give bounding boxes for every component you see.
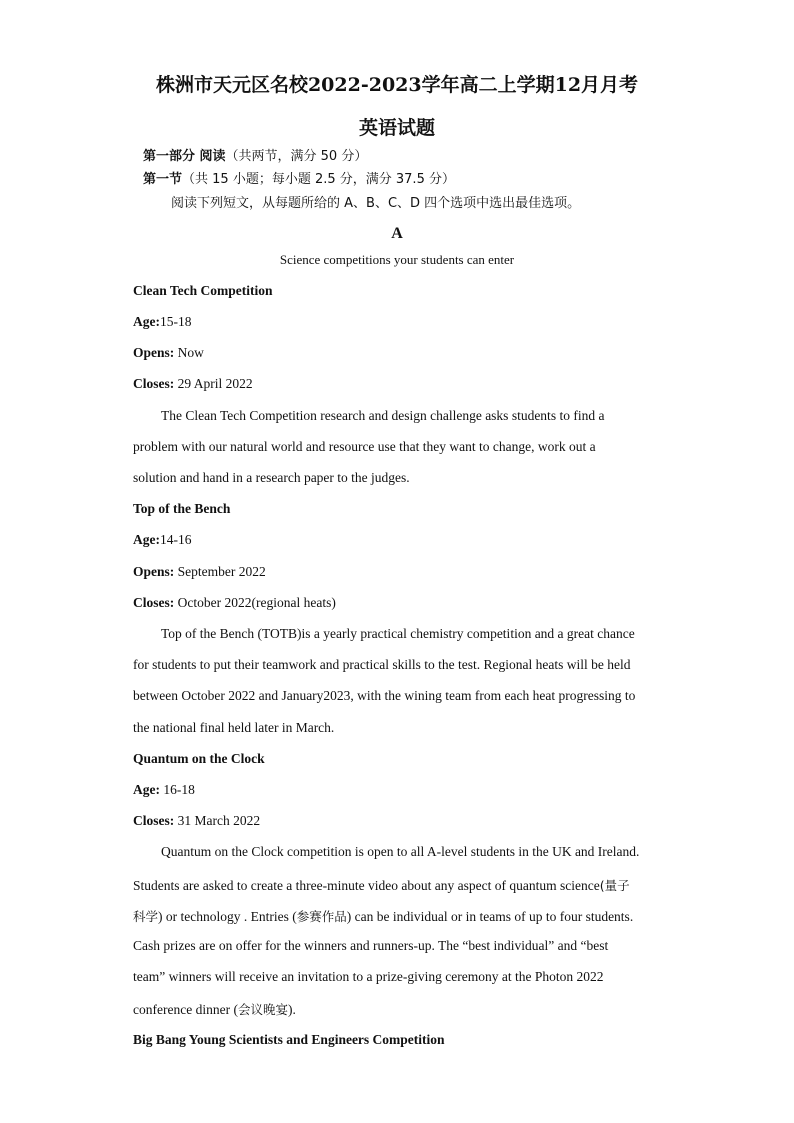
competition-1-opens xyxy=(133,345,204,361)
text-segment: ) or technology . Entries ( xyxy=(158,909,297,924)
part-heading-rest: （共两节，满分 50 分） xyxy=(225,149,368,164)
age-label: Age: xyxy=(133,314,160,329)
competition-2-name: Top of the Bench xyxy=(133,501,231,516)
text-segment-cjk: 参赛作品 xyxy=(296,909,347,924)
paragraph-line: problem with our natural world and resource use that they want to change, work out a xyxy=(133,439,596,454)
competition-3-name: Quantum on the Clock xyxy=(133,751,265,766)
paragraph-line xyxy=(133,907,633,925)
competition-4-name: Big Bang Young Scientists and Engineers Competition xyxy=(133,1032,445,1047)
passage-letter: A xyxy=(391,225,403,242)
competition-2-age xyxy=(133,532,192,548)
paragraph-line: the national final held later in March. xyxy=(133,720,335,735)
closes-value: October 2022(regional heats) xyxy=(174,595,336,610)
text-segment-cjk: 科学 xyxy=(133,909,159,924)
competition-3-closes xyxy=(133,813,260,829)
paragraph-line: team” winners will receive an invitation to a prize-giving ceremony at the Photon 2022 xyxy=(133,969,604,984)
paragraph-line xyxy=(133,1000,296,1018)
document-title: 株洲市天元区名校2022-2023学年高二上学期12月月考 xyxy=(155,74,639,96)
part-heading xyxy=(143,145,367,164)
competition-2-closes xyxy=(133,595,336,611)
document-subtitle: 英语试题 xyxy=(358,117,435,139)
section-heading-rest: （共 15 小题；每小题 2.5 分，满分 37.5 分） xyxy=(182,172,455,187)
text-segment-cjk: 会议晚宴 xyxy=(237,1002,288,1017)
part-heading-bold: 第一部分 阅读 xyxy=(143,149,226,164)
paragraph-line xyxy=(133,876,630,894)
competition-1-age xyxy=(133,314,192,330)
opens-value: September 2022 xyxy=(174,564,266,579)
paragraph-line: Quantum on the Clock competition is open to all A-level students in the UK and Ireland. xyxy=(161,844,640,859)
competition-2-opens xyxy=(133,564,266,580)
competition-1-closes xyxy=(133,376,253,392)
age-label: Age: xyxy=(133,782,160,797)
section-heading xyxy=(143,168,455,187)
paragraph-line: The Clean Tech Competition research and design challenge asks students to find a xyxy=(161,408,605,423)
opens-value: Now xyxy=(174,345,204,360)
closes-value: 31 March 2022 xyxy=(174,813,261,828)
text-segment: Students are asked to create a three-minute video about any aspect of quantum science xyxy=(133,878,600,893)
text-segment-cjk: (量子 xyxy=(599,878,630,893)
age-value: 14-16 xyxy=(160,532,192,547)
text-segment: ). xyxy=(287,1002,296,1017)
paragraph-line: between October 2022 and January2023, with the wining team from each heat progressing to xyxy=(133,688,636,703)
competition-1-name: Clean Tech Competition xyxy=(133,283,273,298)
opens-label: Opens: xyxy=(133,345,175,360)
closes-value: 29 April 2022 xyxy=(174,376,253,391)
competition-3-age xyxy=(133,782,195,798)
age-value: 16-18 xyxy=(160,782,195,797)
paragraph-line: Cash prizes are on offer for the winners and runners-up. The “best individual” and “best xyxy=(133,938,609,953)
opens-label: Opens: xyxy=(133,564,175,579)
passage-subtitle: Science competitions your students can enter xyxy=(279,252,515,267)
paragraph-line: solution and hand in a research paper to the judges. xyxy=(133,470,410,485)
closes-label: Closes: xyxy=(133,376,175,391)
closes-label: Closes: xyxy=(133,813,175,828)
paragraph-line: for students to put their teamwork and practical skills to the test. Regional heats will be held xyxy=(133,657,631,672)
instruction: 阅读下列短文，从每题所给的 A、B、C、D 四个选项中选出最佳选项。 xyxy=(171,196,581,211)
age-label: Age: xyxy=(133,532,160,547)
closes-label: Closes: xyxy=(133,595,175,610)
section-heading-bold: 第一节 xyxy=(143,172,183,187)
text-segment: conference dinner ( xyxy=(133,1002,238,1017)
paragraph-line: Top of the Bench (TOTB)is a yearly practical chemistry competition and a great chance xyxy=(161,626,635,641)
age-value: 15-18 xyxy=(160,314,192,329)
text-segment: ) can be individual or in teams of up to four students. xyxy=(346,909,634,924)
